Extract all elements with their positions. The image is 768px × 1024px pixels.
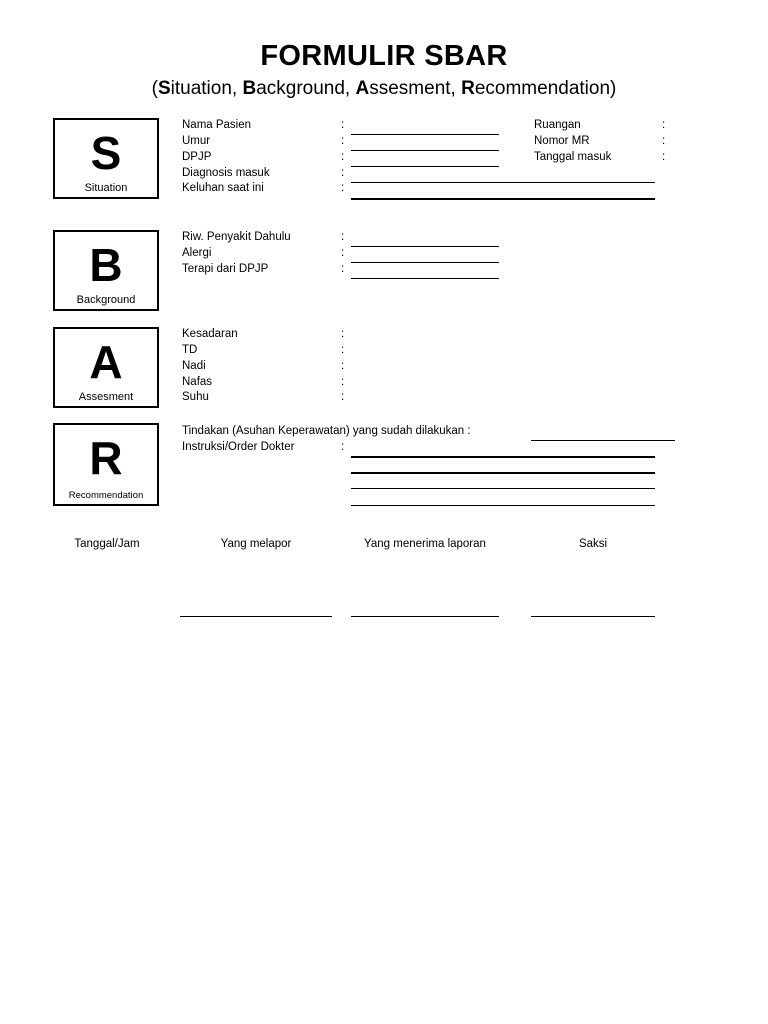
instruksi-line-3[interactable] — [351, 488, 655, 489]
tanggal-masuk-label: Tanggal masuk — [534, 151, 612, 163]
alergi-colon: : — [341, 247, 345, 259]
kesadaran-colon: : — [341, 328, 345, 340]
background-caption: Background — [76, 294, 136, 306]
dpjp-label: DPJP — [182, 151, 212, 163]
riw-penyakit-line[interactable] — [351, 246, 499, 247]
suhu-label: Suhu — [182, 391, 209, 403]
form-title: FORMULIR SBAR — [260, 40, 508, 72]
instruksi-line-1[interactable] — [351, 456, 655, 458]
riw-penyakit-colon: : — [341, 231, 345, 243]
nomor-mr-label: Nomor MR — [534, 135, 590, 147]
subtitle-r-rest: ecommendation — [474, 78, 611, 99]
instruksi-line-2[interactable] — [351, 472, 655, 474]
subtitle-b-rest: ackground, — [256, 78, 356, 99]
tindakan-label: Tindakan (Asuhan Keperawatan) yang sudah dilakukan : — [182, 425, 471, 437]
situation-letter: S — [90, 127, 122, 179]
sig-yang-menerima: Yang menerima laporan — [364, 538, 486, 550]
background-letter: B — [89, 239, 123, 291]
subtitle-r-bold: R — [461, 78, 475, 99]
terapi-label: Terapi dari DPJP — [182, 263, 269, 275]
nama-pasien-line[interactable] — [351, 134, 499, 135]
ruangan-colon: : — [662, 119, 666, 131]
tanggal-masuk-colon: : — [662, 151, 666, 163]
sig-line-yang-menerima[interactable] — [351, 616, 499, 617]
subtitle-s-bold: S — [157, 78, 171, 99]
umur-label: Umur — [182, 135, 211, 147]
assesment-letter: A — [89, 336, 123, 388]
umur-colon: : — [341, 135, 345, 147]
instruksi-line-4[interactable] — [351, 505, 655, 506]
subtitle-b-bold: B — [242, 78, 257, 99]
kesadaran-label: Kesadaran — [182, 328, 238, 340]
suhu-colon: : — [341, 391, 345, 403]
nomor-mr-colon: : — [662, 135, 666, 147]
situation-box — [53, 118, 159, 199]
terapi-colon: : — [341, 263, 345, 275]
sig-line-yang-melapor[interactable] — [180, 616, 332, 617]
alergi-label: Alergi — [182, 247, 212, 259]
keluhan-colon: : — [341, 182, 345, 194]
tindakan-line[interactable] — [531, 440, 675, 441]
diagnosis-masuk-label: Diagnosis masuk — [182, 167, 270, 179]
subtitle-a-bold: A — [355, 78, 370, 99]
nafas-label: Nafas — [182, 376, 213, 388]
terapi-line[interactable] — [351, 278, 499, 279]
subtitle-a-rest: ssesment, — [369, 78, 462, 99]
alergi-line[interactable] — [351, 262, 499, 263]
dpjp-colon: : — [341, 151, 345, 163]
sig-yang-melapor: Yang melapor — [220, 538, 292, 550]
diagnosis-masuk-colon: : — [341, 167, 345, 179]
recommendation-box — [53, 423, 159, 506]
dpjp-line[interactable] — [351, 166, 499, 167]
assesment-box — [53, 327, 159, 408]
instruksi-label: Instruksi/Order Dokter — [182, 441, 295, 453]
nafas-colon: : — [341, 376, 345, 388]
ruangan-label: Ruangan — [534, 119, 581, 131]
sig-tanggal-jam: Tanggal/Jam — [74, 538, 140, 550]
subtitle-s-rest: ituation, — [170, 78, 243, 99]
td-colon: : — [341, 344, 345, 356]
assesment-caption: Assesment — [78, 391, 134, 403]
nama-pasien-label: Nama Pasien — [182, 119, 252, 131]
keluhan-label: Keluhan saat ini — [182, 182, 264, 194]
recommendation-caption: Recommendation — [68, 490, 144, 501]
form-subtitle: (Situation, Background, Assesment, Recommendation) — [151, 78, 617, 99]
riw-penyakit-label: Riw. Penyakit Dahulu — [182, 231, 291, 243]
nadi-label: Nadi — [182, 360, 206, 372]
background-box — [53, 230, 159, 311]
recommendation-letter: R — [89, 432, 123, 484]
umur-line[interactable] — [351, 150, 499, 151]
keluhan-line[interactable] — [351, 198, 655, 200]
sig-saksi: Saksi — [578, 538, 608, 550]
situation-caption: Situation — [84, 182, 128, 194]
nama-pasien-colon: : — [341, 119, 345, 131]
sig-line-saksi[interactable] — [531, 616, 655, 617]
diagnosis-masuk-line[interactable] — [351, 182, 655, 183]
nadi-colon: : — [341, 360, 345, 372]
instruksi-colon: : — [341, 441, 345, 453]
td-label: TD — [182, 344, 198, 356]
